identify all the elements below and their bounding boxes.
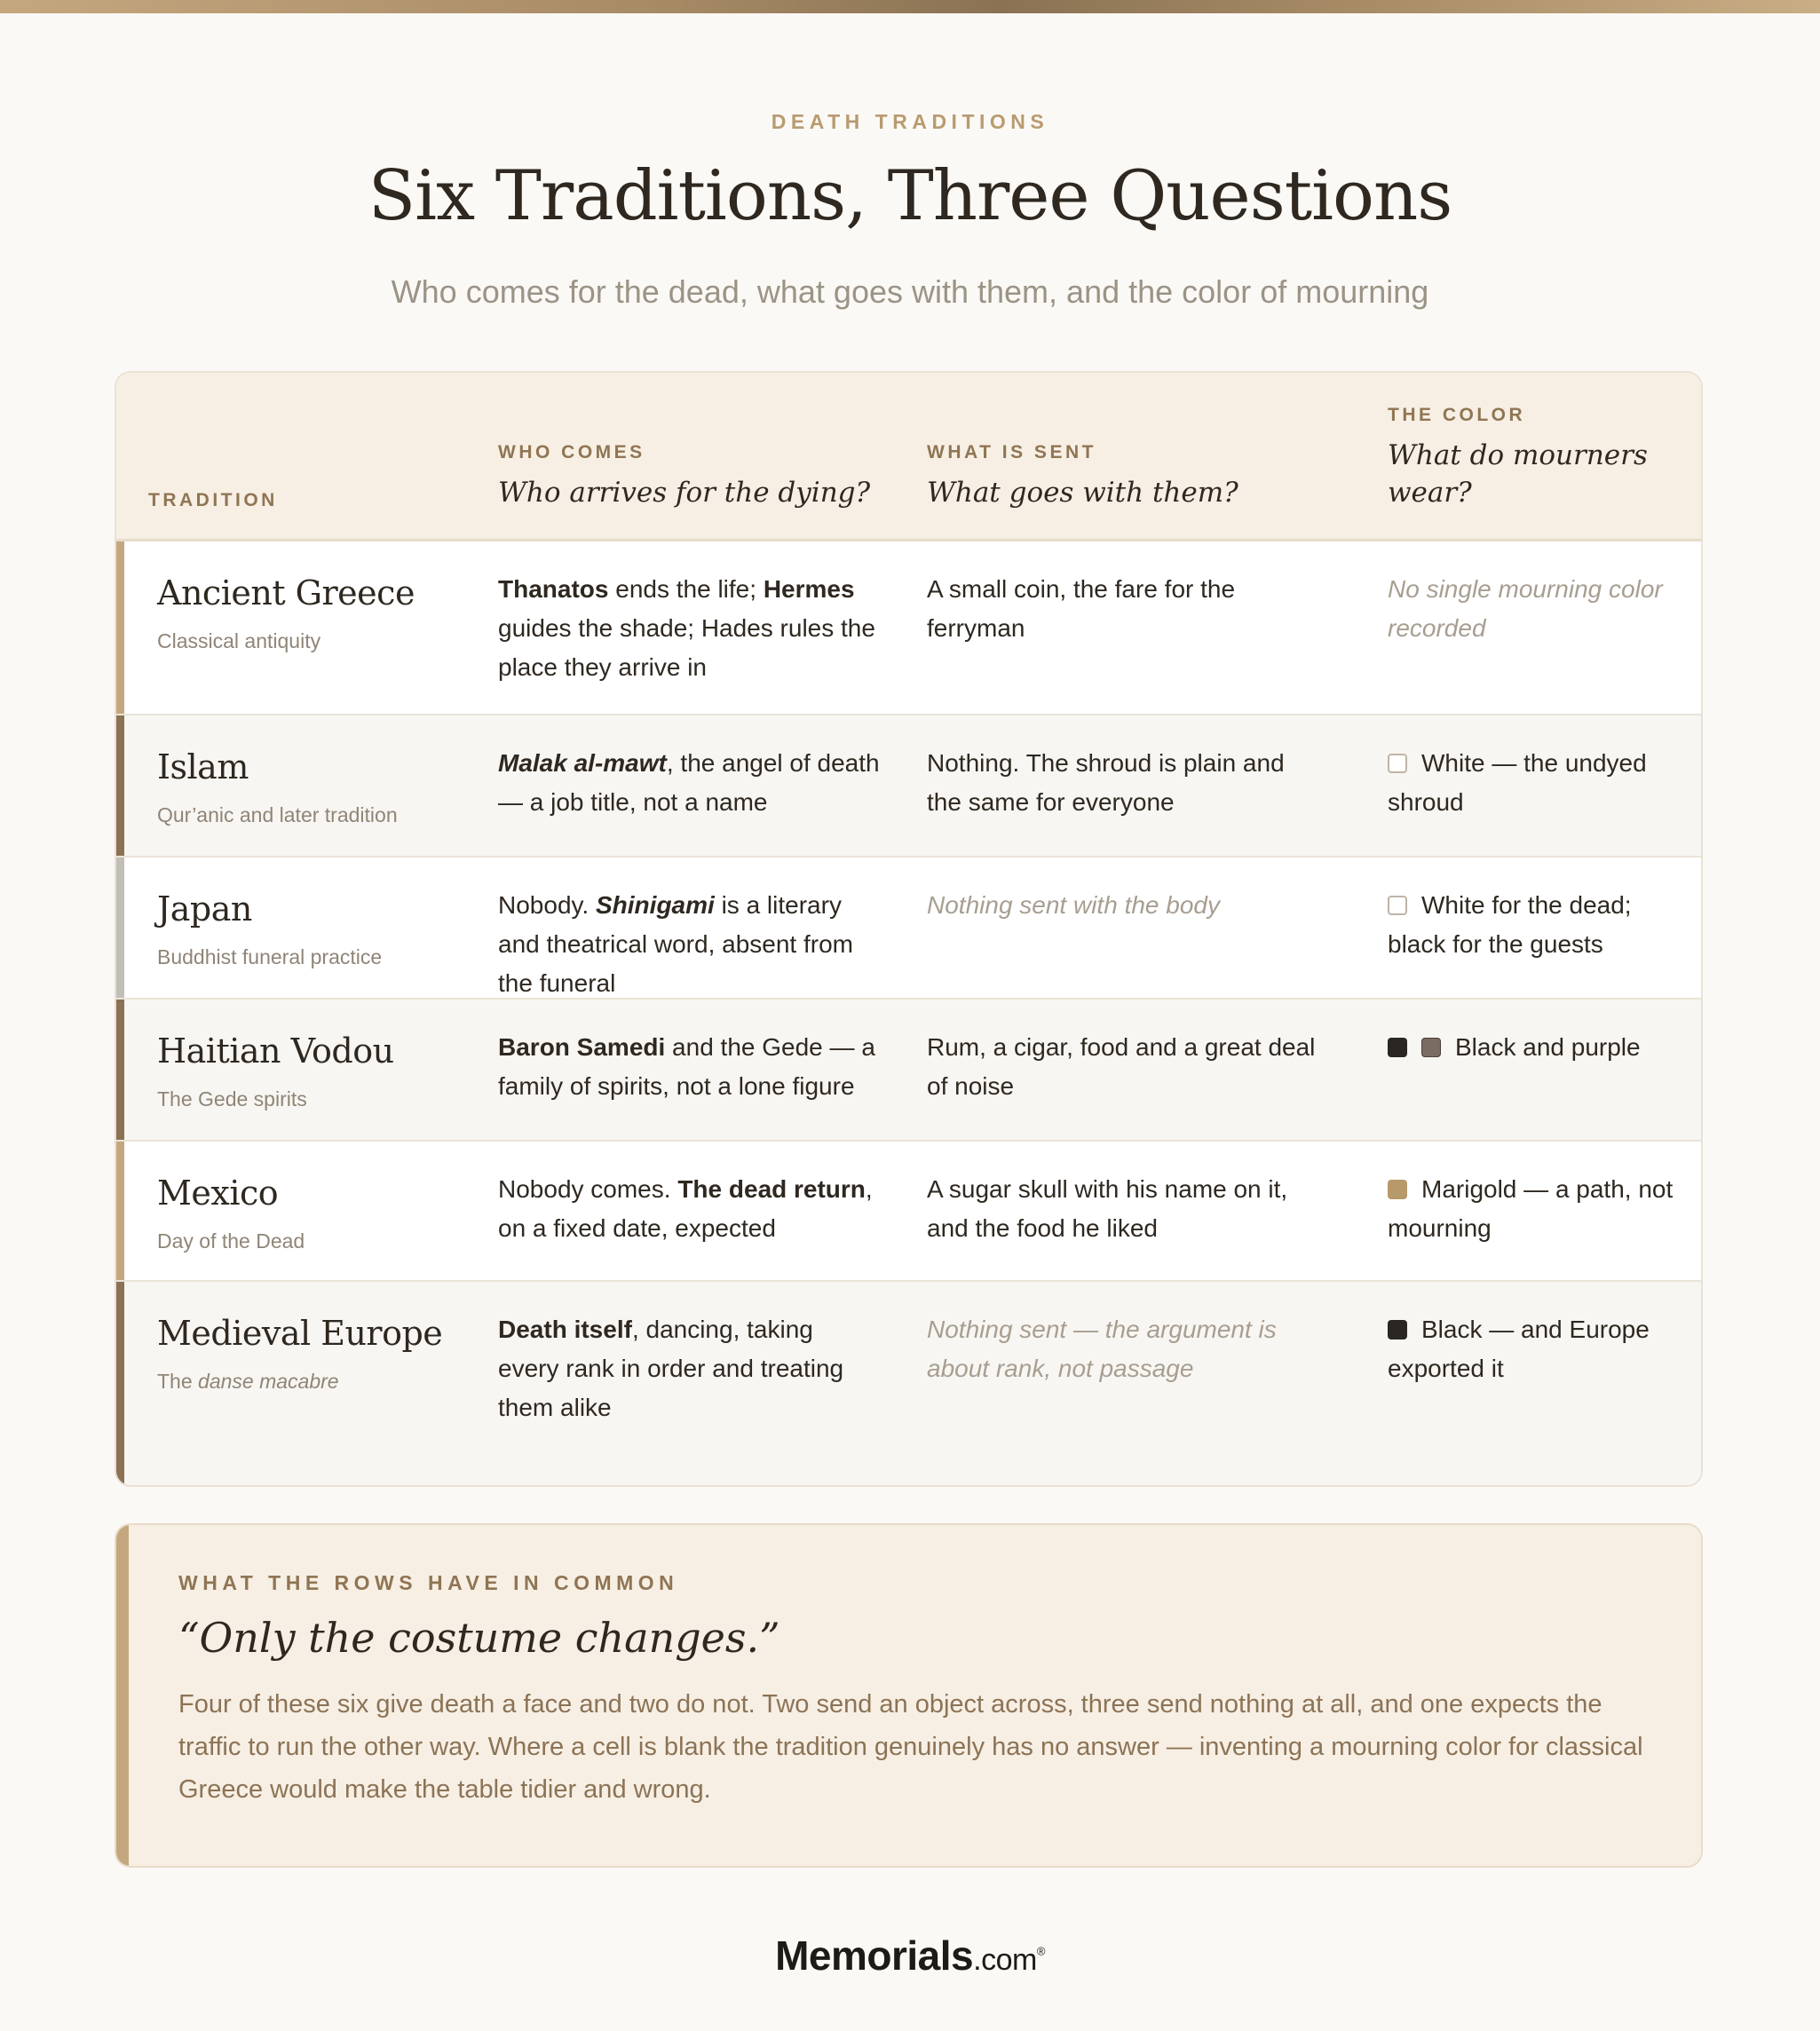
who-comes-cell: [498, 1170, 880, 1248]
cell-text: A sugar skull with his name on it, and the food he liked: [927, 1175, 1288, 1242]
mourning-color-cell: [1388, 570, 1681, 648]
emphasized-text: Death itself: [498, 1316, 632, 1343]
column-header-the-color: [1388, 405, 1681, 511]
tradition-cell: [157, 888, 382, 976]
cell-text: White for the dead; black for the guests: [1388, 891, 1632, 958]
cell-text: Nothing sent with the body: [927, 891, 1220, 919]
callout-quote: “Only the costume changes.”: [178, 1614, 780, 1662]
purple-swatch-icon: [1421, 1038, 1441, 1057]
marigold-swatch-icon: [1388, 1180, 1407, 1199]
callout-body: Four of these six give death a face and two do not. Two send an object across, three send nothing at all, and one expects the traffic to run the other way. Where a cell is blank the tradition genuinely has no answer — inventing a mourning color for classical Greece would make the table tidier and wrong.: [178, 1690, 1643, 1804]
what-is-sent-cell: [927, 1170, 1318, 1248]
who-comes-cell: [498, 1028, 880, 1106]
page-title: Six Traditions, Three Questions: [368, 156, 1452, 236]
cell-text: Nobody.: [498, 891, 596, 919]
column-label: WHO COMES: [498, 442, 645, 462]
mourning-color-cell: [1388, 1028, 1681, 1067]
logo-wordmark: Memorials: [775, 1932, 974, 1979]
traditions-table: [115, 371, 1703, 1487]
column-label: THE COLOR: [1388, 405, 1526, 425]
who-comes-cell: [498, 744, 880, 822]
cell-text: Black and purple: [1455, 1033, 1641, 1061]
emphasized-text: Baron Samedi: [498, 1033, 666, 1061]
what-is-sent-cell: [927, 744, 1318, 822]
column-header-what-is-sent: [927, 442, 1238, 511]
tradition-cell: [157, 1312, 442, 1401]
mourning-color-cell: [1388, 1170, 1681, 1248]
row-accent-bar: [116, 857, 124, 998]
cell-text: , on a fixed date, expected: [498, 1175, 873, 1242]
cell-text: is a literary and theatrical word, absent from the funeral: [498, 891, 853, 997]
cell-text: White — the undyed shroud: [1388, 749, 1647, 816]
tradition-subtitle: Day of the Dead: [157, 1229, 305, 1253]
cell-text: ends the life;: [608, 575, 764, 603]
table-header: [116, 373, 1701, 541]
tradition-name: Medieval Europe: [157, 1314, 443, 1353]
logo-suffix: .com: [973, 1943, 1037, 1977]
cell-text: A small coin, the fare for the ferryman: [927, 575, 1236, 642]
cell-text: Black — and Europe exported it: [1388, 1316, 1650, 1382]
who-comes-cell: [498, 570, 880, 687]
page-subtitle: Who comes for the dead, what goes with them, and the color of mourning: [391, 273, 1429, 310]
cell-text: Nobody comes.: [498, 1175, 678, 1203]
row-accent-bar: [116, 1142, 124, 1280]
table-row: [116, 1000, 1701, 1142]
cell-text: , the angel of death — a job title, not a name: [498, 749, 880, 816]
row-accent-bar: [116, 1000, 124, 1140]
mourning-color-cell: [1388, 1310, 1681, 1388]
subtitle-emphasis: danse macabre: [198, 1370, 339, 1393]
black-swatch-icon: [1388, 1038, 1407, 1057]
table-row: [116, 857, 1701, 1000]
what-is-sent-cell: [927, 1028, 1318, 1106]
callout-kicker: WHAT THE ROWS HAVE IN COMMON: [178, 1571, 679, 1594]
emphasized-text: Hermes: [763, 575, 855, 603]
table-row: [116, 1282, 1701, 1487]
tradition-subtitle: [157, 1362, 442, 1401]
tradition-name: Japan: [157, 889, 252, 929]
tradition-name: Islam: [157, 747, 249, 786]
common-callout: [115, 1523, 1703, 1868]
cell-text: Nothing sent — the argument is about rank, not passage: [927, 1316, 1277, 1382]
cell-text: Marigold — a path, not mourning: [1388, 1175, 1674, 1242]
mourning-color-cell: [1388, 744, 1681, 822]
emphasized-text: Thanatos: [498, 575, 609, 603]
column-question: What do mourners wear?: [1388, 439, 1648, 509]
tradition-subtitle: Qur’anic and later tradition: [157, 803, 398, 826]
column-label: TRADITION: [148, 490, 278, 510]
row-accent-bar: [116, 1282, 124, 1487]
table-row: [116, 541, 1701, 715]
cell-text: , dancing, taking every rank in order and treating them alike: [498, 1316, 844, 1421]
logo-registered-mark: ®: [1036, 1944, 1045, 1958]
tradition-name: Mexico: [157, 1174, 279, 1213]
subtitle-prefix: The: [157, 1370, 199, 1393]
cell-text: No single mourning color recorded: [1388, 575, 1663, 642]
white-swatch-icon: [1388, 754, 1407, 773]
row-accent-bar: [116, 715, 124, 856]
top-accent-bar: [0, 0, 1820, 13]
column-question: Who arrives for the dying?: [498, 477, 871, 509]
cell-text: and the Gede — a family of spirits, not a lone figure: [498, 1033, 875, 1100]
who-comes-cell: [498, 886, 880, 1003]
column-header-who-comes: [498, 442, 870, 511]
mourning-color-cell: [1388, 886, 1681, 964]
what-is-sent-cell: [927, 1310, 1318, 1388]
tradition-cell: [157, 572, 415, 660]
emphasized-text: The dead return: [677, 1175, 866, 1203]
tradition-subtitle: Classical antiquity: [157, 629, 321, 652]
column-header-tradition: [148, 490, 278, 511]
tradition-subtitle: The Gede spirits: [157, 1087, 307, 1110]
table-row: [116, 1142, 1701, 1282]
emphasized-text: Shinigami: [596, 891, 715, 919]
black-swatch-icon: [1388, 1320, 1407, 1340]
callout-accent-bar: [116, 1525, 129, 1866]
memorials-logo[interactable]: [0, 1932, 1820, 1980]
emphasized-text: Malak al-mawt: [498, 749, 667, 777]
row-accent-bar: [116, 541, 124, 714]
tradition-cell: [157, 1172, 305, 1260]
cell-text: Rum, a cigar, food and a great deal of noise: [927, 1033, 1316, 1100]
what-is-sent-cell: [927, 886, 1318, 925]
page-kicker: DEATH TRADITIONS: [771, 110, 1049, 133]
column-question: What goes with them?: [927, 477, 1238, 509]
tradition-cell: [157, 746, 398, 834]
table-row: [116, 715, 1701, 857]
who-comes-cell: [498, 1310, 880, 1427]
tradition-name: Haitian Vodou: [157, 1031, 394, 1071]
cell-text: guides the shade; Hades rules the place they arrive in: [498, 614, 875, 681]
what-is-sent-cell: [927, 570, 1318, 648]
cell-text: Nothing. The shroud is plain and the same for everyone: [927, 749, 1285, 816]
tradition-cell: [157, 1030, 394, 1118]
tradition-name: Ancient Greece: [157, 573, 415, 612]
tradition-subtitle: Buddhist funeral practice: [157, 945, 383, 968]
white-swatch-icon: [1388, 896, 1407, 915]
column-label: WHAT IS SENT: [927, 442, 1096, 462]
